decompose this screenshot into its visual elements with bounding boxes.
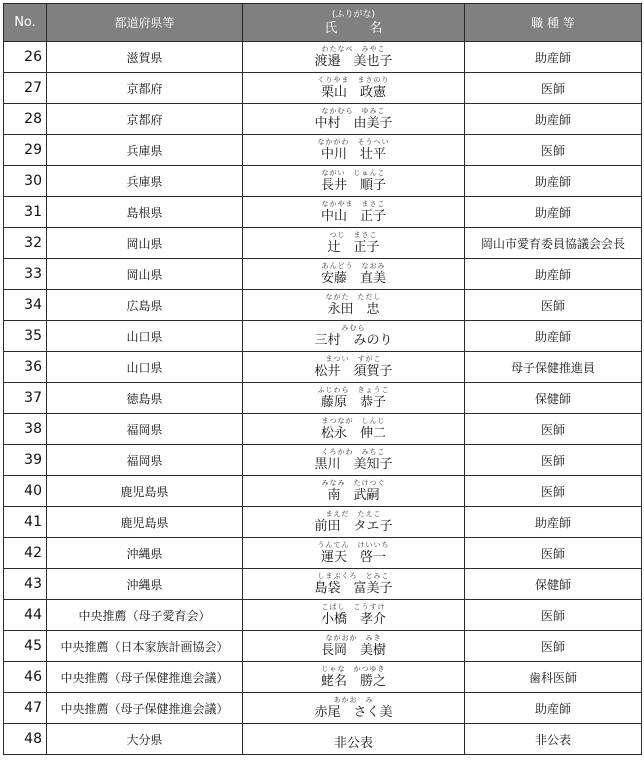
row-name-cell [243,631,465,662]
row-name-furigana: みむら [341,324,366,332]
row-occupation: 歯科医師 [465,662,642,693]
row-name: 渡邉 美也子 [314,54,393,69]
row-occupation: 助産師 [465,197,642,228]
name-ruby [321,201,386,223]
row-name-cell [243,321,465,352]
row-prefecture: 中央推薦（母子保健推進会議） [47,662,243,693]
row-name: 松永 伸二 [320,426,386,441]
header-name [243,4,465,42]
row-number: 32 [4,228,47,259]
row-prefecture: 沖縄県 [47,569,243,600]
row-number: 30 [4,166,47,197]
row-name: 南 武嗣 [327,488,380,503]
row-name-furigana: まつい すがこ [325,355,382,363]
row-occupation: 医師 [465,290,642,321]
row-name-cell [243,383,465,414]
row-name-furigana: うんてん けいいち [317,541,390,549]
row-name-cell [243,352,465,383]
name-ruby [326,294,382,316]
row-name: 黒川 美知子 [314,457,393,472]
row-prefecture: 中央推薦（母子保健推進会議） [47,693,243,724]
row-name-furigana: ながた ただし [325,293,382,301]
row-name-furigana: つじ まさこ [329,231,378,239]
row-number: 46 [4,662,47,693]
row-name-cell [243,507,465,538]
table-row [4,538,642,569]
row-occupation: 医師 [465,445,642,476]
row-prefecture: 山口県 [47,352,243,383]
row-name-furigana: なかむら ゆみこ [321,107,386,115]
name-ruby [314,697,392,719]
row-occupation: 助産師 [465,259,642,290]
row-number: 36 [4,352,47,383]
row-name: 長井 順子 [320,178,386,193]
row-name-furigana: ふじわら きょうこ [317,386,390,394]
table-row [4,197,642,228]
row-number: 26 [4,42,47,73]
row-number: 48 [4,724,47,755]
row-name: 島袋 富美子 [314,581,393,596]
table-row [4,569,642,600]
row-occupation: 保健師 [465,569,642,600]
row-name-cell [243,135,465,166]
table-row [4,135,642,166]
row-number: 27 [4,73,47,104]
row-name-furigana: くろかわ みちこ [321,448,386,456]
table-row [4,662,642,693]
row-occupation: 助産師 [465,104,642,135]
table-row [4,600,642,631]
row-occupation: 母子保健推進員 [465,352,642,383]
row-prefecture: 京都府 [47,104,243,135]
row-number: 39 [4,445,47,476]
row-name-cell [243,259,465,290]
table-row [4,476,642,507]
row-number: 38 [4,414,47,445]
row-occupation: 医師 [465,414,642,445]
row-name-cell [243,42,465,73]
row-name-furigana: みなみ たけつぐ [321,479,386,487]
row-prefecture: 鹿児島県 [47,507,243,538]
row-occupation: 医師 [465,135,642,166]
row-prefecture: 大分県 [47,724,243,755]
row-name: 運天 啓一 [320,550,386,565]
row-number: 28 [4,104,47,135]
row-name-cell [243,662,465,693]
row-name-furigana: わたなべ みやこ [321,45,386,53]
row-prefecture: 京都府 [47,73,243,104]
name-ruby [321,635,386,657]
row-name-cell [243,228,465,259]
header-name-label: 氏 名 [324,20,397,36]
row-name-cell [243,290,465,321]
row-name: 長岡 美樹 [320,643,386,658]
row-name-furigana: しまぶくろ とみこ [317,572,390,580]
row-occupation: 医師 [465,538,642,569]
row-name-cell [243,693,465,724]
row-occupation: 助産師 [465,693,642,724]
row-prefecture: 岡山県 [47,259,243,290]
row-number: 42 [4,538,47,569]
row-occupation: 医師 [465,600,642,631]
row-name-furigana: ながい じゅんこ [321,169,386,177]
row-name: 永田 忠 [327,302,380,317]
row-number: 43 [4,569,47,600]
row-number: 44 [4,600,47,631]
table-row [4,693,642,724]
row-name-cell [243,569,465,600]
row-number: 37 [4,383,47,414]
row-name-cell [243,73,465,104]
name-ruby [318,387,390,409]
row-name-cell [243,600,465,631]
table-row [4,321,642,352]
row-number: 41 [4,507,47,538]
row-name-furigana: ながおか みき [325,634,382,642]
name-ruby [318,77,390,99]
row-occupation: 助産師 [465,166,642,197]
row-occupation: 助産師 [465,42,642,73]
row-name: 藤原 恭子 [320,395,386,410]
row-name: 三村 みのり [314,333,393,348]
row-name-cell [243,197,465,228]
row-name-cell [243,104,465,135]
name-ruby [322,480,386,502]
row-name-furigana: あかお み [333,696,374,704]
row-name-furigana: くりやま まさのり [317,76,390,84]
row-number: 35 [4,321,47,352]
row-prefecture: 山口県 [47,321,243,352]
row-occupation: 非公表 [465,724,642,755]
row-name: 辻 正子 [327,240,380,255]
row-prefecture: 岡山県 [47,228,243,259]
table-row [4,352,642,383]
row-name-furigana: なかやま まさこ [321,200,386,208]
table-header-row [4,4,642,42]
name-ruby [314,511,392,533]
header-occupation: 職 種 等 [465,4,642,42]
row-prefecture: 中央推薦（日本家族計画協会） [47,631,243,662]
table-row [4,445,642,476]
table-row [4,631,642,662]
row-name: 中山 正子 [320,209,386,224]
table-row [4,724,642,755]
table-body [4,42,642,755]
row-prefecture: 福岡県 [47,414,243,445]
name-ruby [321,666,386,688]
row-name-cell [243,724,465,755]
row-prefecture: 福岡県 [47,445,243,476]
name-ruby [321,170,386,192]
row-number: 31 [4,197,47,228]
row-name: 非公表 [333,736,373,751]
row-name: 小橋 孝介 [320,612,386,627]
row-number: 47 [4,693,47,724]
row-name-cell [243,166,465,197]
name-ruby [318,139,390,161]
table-row [4,73,642,104]
table-row [4,259,642,290]
row-name: 中村 由美子 [314,116,393,131]
name-ruby [334,728,373,750]
table-row [4,104,642,135]
name-ruby [314,46,392,68]
row-name-furigana: まえだ たえこ [325,510,382,518]
table-row [4,42,642,73]
name-ruby [318,542,390,564]
row-number: 29 [4,135,47,166]
name-ruby [314,108,392,130]
row-prefecture: 中央推薦（母子愛育会） [47,600,243,631]
row-name: 栗山 政憲 [320,85,386,100]
row-number: 33 [4,259,47,290]
row-name-cell [243,445,465,476]
row-prefecture: 広島県 [47,290,243,321]
row-name-furigana: なかがわ そうへい [317,138,390,146]
row-prefecture: 沖縄県 [47,538,243,569]
row-occupation: 医師 [465,476,642,507]
row-name: 赤尾 さく美 [314,705,393,720]
row-name: 蛯名 勝之 [320,674,386,689]
name-ruby [314,449,392,471]
row-prefecture: 鹿児島県 [47,476,243,507]
name-ruby [314,356,392,378]
name-ruby [321,263,386,285]
row-name-furigana: こばし こうすけ [321,603,386,611]
row-prefecture: 兵庫県 [47,166,243,197]
row-occupation: 助産師 [465,321,642,352]
row-occupation: 保健師 [465,383,642,414]
row-number: 34 [4,290,47,321]
row-number: 45 [4,631,47,662]
row-prefecture: 徳島県 [47,383,243,414]
table-row [4,383,642,414]
row-name-furigana: じゃな かつゆき [321,665,386,673]
row-name-cell [243,476,465,507]
row-name: 前田 タエ子 [314,519,393,534]
name-ruby [321,418,386,440]
name-ruby [314,573,392,595]
row-number: 40 [4,476,47,507]
header-name-furigana: (ふりがな) [331,9,376,20]
table-row [4,290,642,321]
row-occupation: 医師 [465,631,642,662]
row-name-furigana: あんどう なおみ [321,262,386,270]
row-occupation: 医師 [465,73,642,104]
row-occupation: 助産師 [465,507,642,538]
row-name: 安藤 直美 [320,271,386,286]
award-list-table [3,3,642,755]
table-row [4,228,642,259]
row-name-furigana [334,728,373,736]
header-no: No. [4,4,47,42]
row-name: 中川 壮平 [320,147,386,162]
row-prefecture: 島根県 [47,197,243,228]
row-name-furigana: まつなが しんじ [321,417,386,425]
name-ruby [321,604,386,626]
row-name-cell [243,414,465,445]
table-row [4,507,642,538]
row-name: 松井 須賀子 [314,364,393,379]
name-ruby [314,325,392,347]
table-row [4,414,642,445]
header-prefecture: 都道府県等 [47,4,243,42]
row-occupation: 岡山市愛育委員協議会会長 [465,228,642,259]
row-prefecture: 滋賀県 [47,42,243,73]
table-row [4,166,642,197]
row-name-cell [243,538,465,569]
row-prefecture: 兵庫県 [47,135,243,166]
name-ruby [327,232,379,254]
